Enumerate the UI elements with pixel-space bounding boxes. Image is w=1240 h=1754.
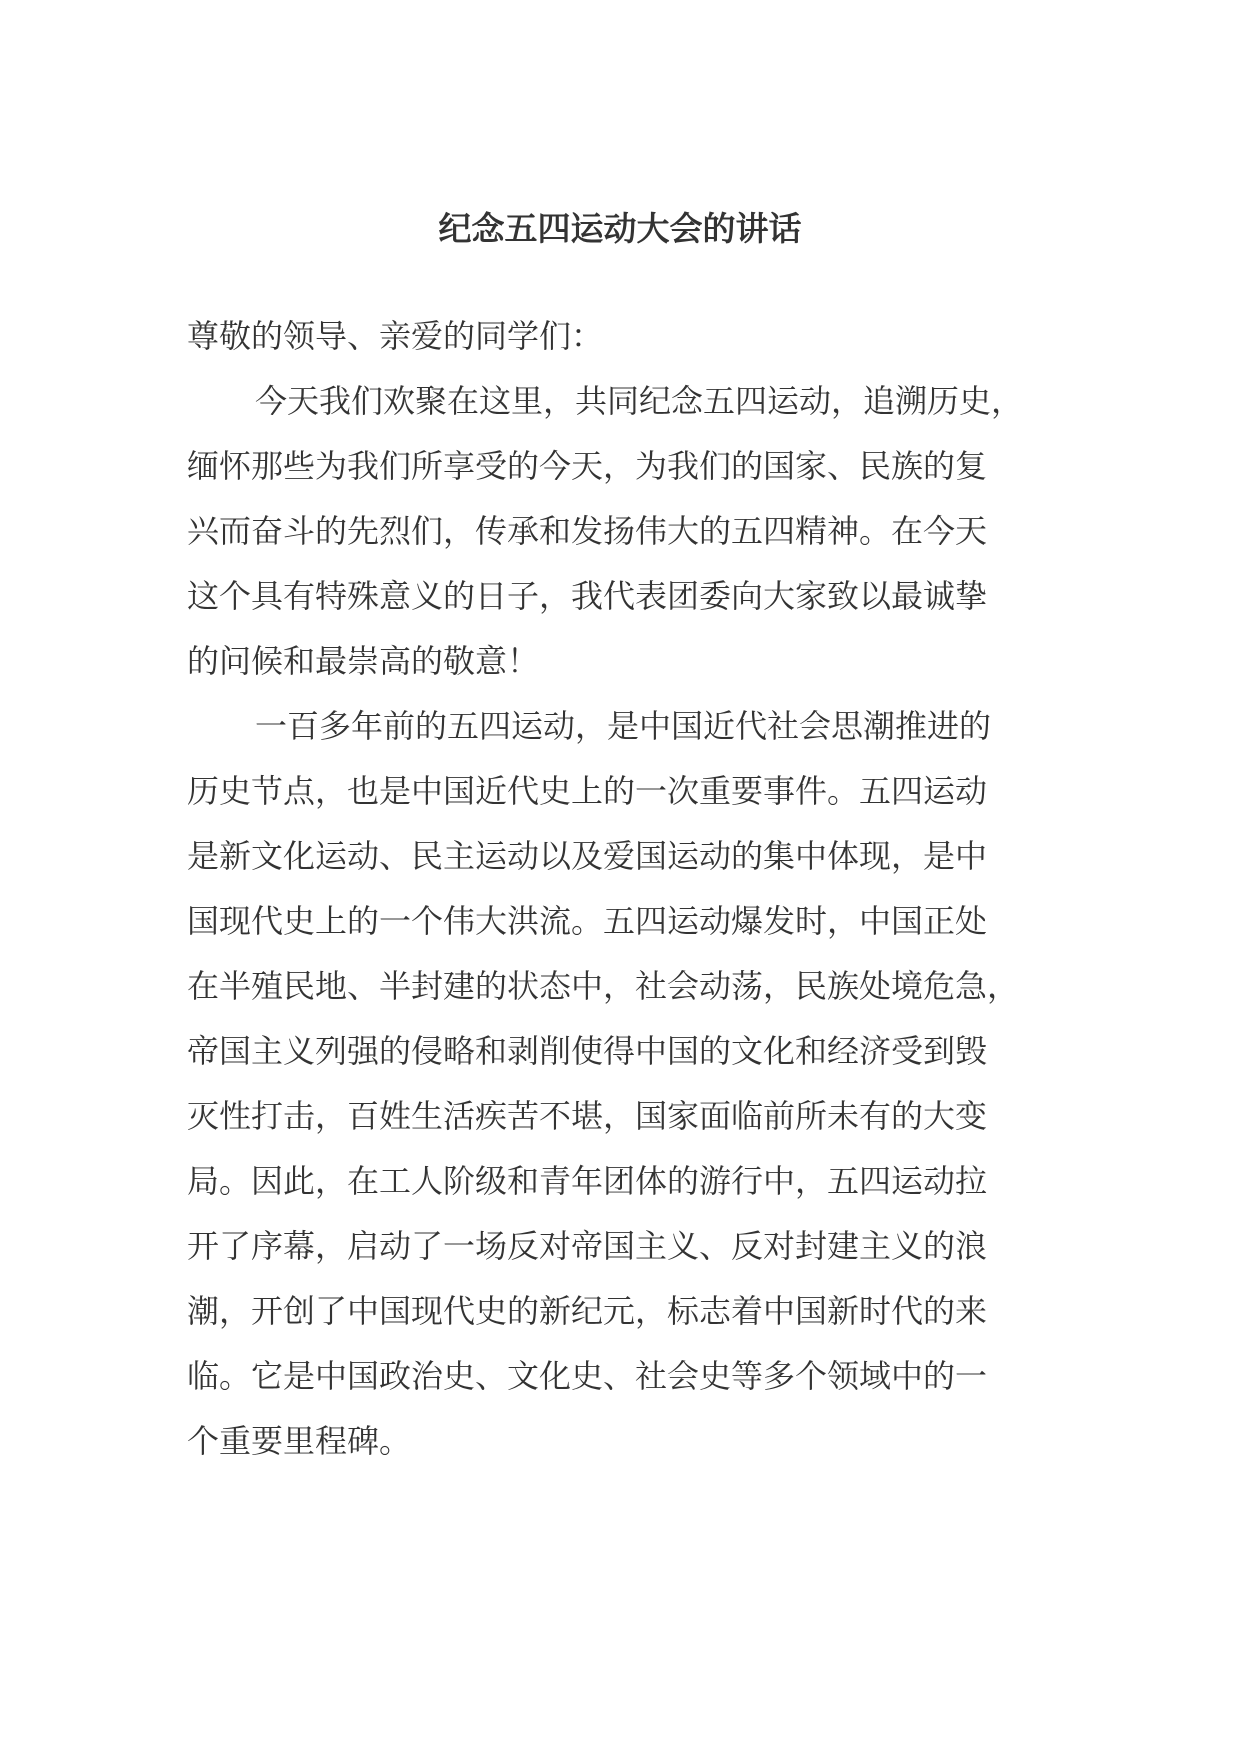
paragraph-line: 个重要里程碑。: [187, 1422, 412, 1460]
paragraph-line: 今天我们欢聚在这里，共同纪念五四运动，追溯历史，: [255, 382, 1024, 420]
paragraph-line: 是新文化运动、民主运动以及爱国运动的集中体现，是中: [187, 837, 988, 875]
paragraph-line: 开了序幕，启动了一场反对帝国主义、反对封建主义的浪: [187, 1227, 988, 1265]
paragraph-2: [187, 694, 1057, 1474]
greeting-line: 尊敬的领导、亲爱的同学们：: [187, 317, 604, 355]
paragraph-line: 帝国主义列强的侵略和剥削使得中国的文化和经济受到毁: [187, 1032, 988, 1070]
paragraph-line: 兴而奋斗的先烈们，传承和发扬伟大的五四精神。在今天: [187, 512, 988, 550]
paragraph-line: 临。它是中国政治史、文化史、社会史等多个领域中的一: [187, 1357, 988, 1395]
paragraph-line: 缅怀那些为我们所享受的今天，为我们的国家、民族的复: [187, 447, 988, 485]
paragraph-line: 这个具有特殊意义的日子，我代表团委向大家致以最诚挚: [187, 577, 988, 615]
paragraph-line: 潮，开创了中国现代史的新纪元，标志着中国新时代的来: [187, 1292, 988, 1330]
paragraph-line: 历史节点，也是中国近代史上的一次重要事件。五四运动: [187, 772, 988, 810]
paragraph-line: 的问候和最崇高的敬意！: [187, 642, 540, 680]
paragraph-1: [187, 369, 1057, 694]
document-body: [187, 304, 1057, 1474]
paragraph-line: 在半殖民地、半封建的状态中，社会动荡，民族处境危急，: [187, 967, 1020, 1005]
paragraph-line: 国现代史上的一个伟大洪流。五四运动爆发时，中国正处: [187, 902, 988, 940]
paragraph-line: 灭性打击，百姓生活疾苦不堪，国家面临前所未有的大变: [187, 1097, 988, 1135]
document-title: 纪念五四运动大会的讲话: [438, 209, 802, 248]
paragraph-line: 局。因此，在工人阶级和青年团体的游行中，五四运动拉: [187, 1162, 988, 1200]
paragraph-line: 一百多年前的五四运动，是中国近代社会思潮推进的: [255, 707, 992, 745]
